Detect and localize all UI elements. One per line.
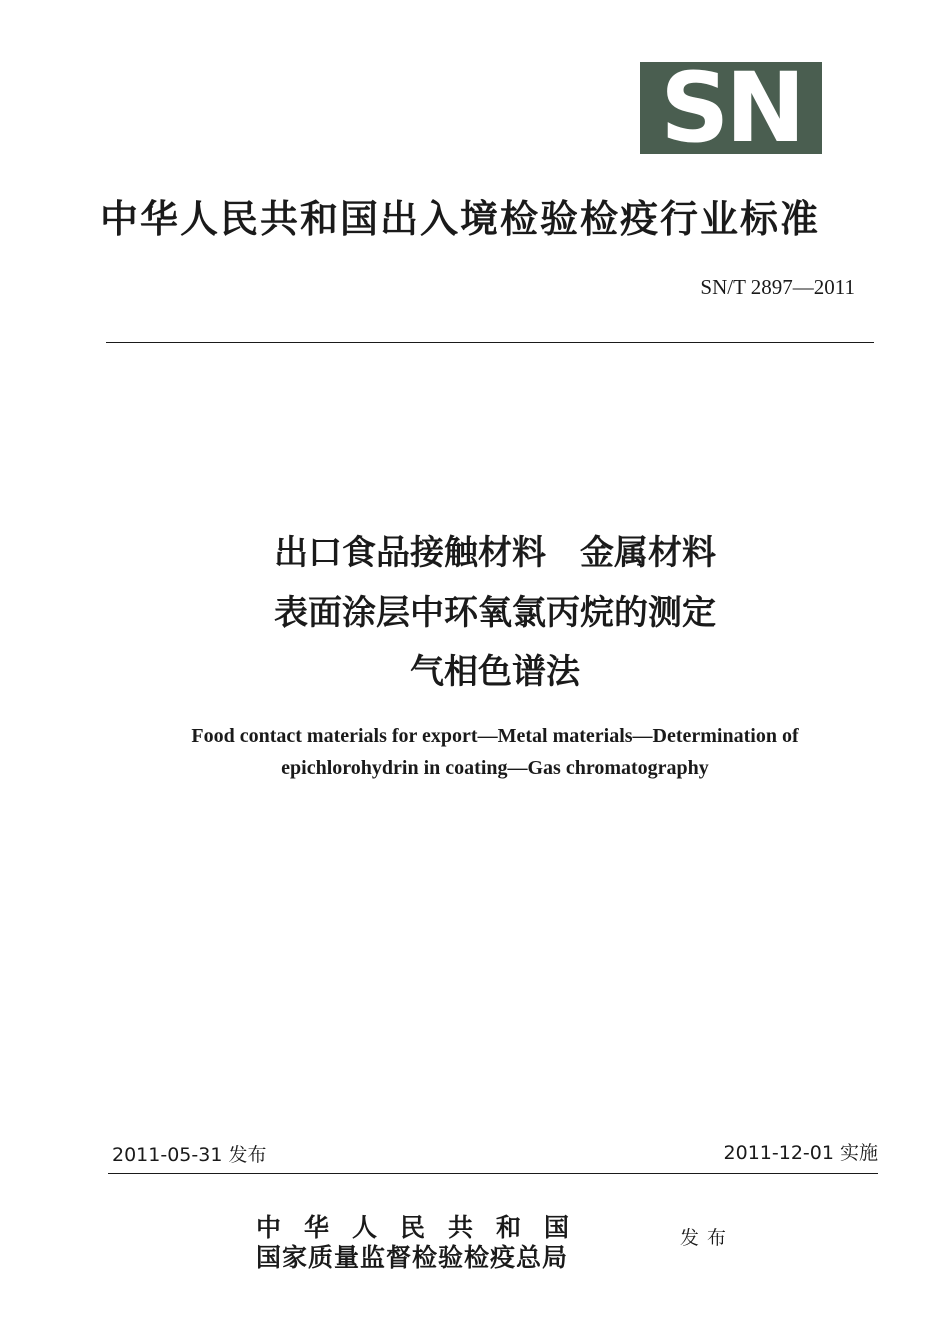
english-title-line-2: epichlorohydrin in coating—Gas chromatography	[281, 757, 709, 779]
issuing-body-title: 中华人民共和国出入境检验检疫行业标准	[100, 197, 821, 241]
publisher-name-line-1: 中华人民共和国	[256, 1213, 593, 1242]
chinese-title-line-2: 表面涂层中环氧氯丙烷的测定	[274, 593, 716, 633]
footer-divider	[108, 1173, 878, 1174]
implementation-date: 2011-12-01 实施	[723, 1142, 878, 1164]
chinese-title-line-3: 气相色谱法	[410, 652, 580, 692]
english-title-line-1: Food contact materials for export—Metal materials—Determination of	[191, 725, 799, 747]
publish-label: 发布	[680, 1227, 735, 1249]
issue-date: 2011-05-31 发布	[112, 1144, 267, 1166]
header-divider	[106, 342, 874, 343]
sn-logo: SN	[640, 62, 822, 154]
standard-code: SN/T 2897—2011	[700, 275, 855, 299]
chinese-title-line-1: 出口食品接触材料 金属材料	[274, 533, 716, 573]
publisher-name-line-2: 国家质量监督检验检疫总局	[256, 1243, 569, 1272]
